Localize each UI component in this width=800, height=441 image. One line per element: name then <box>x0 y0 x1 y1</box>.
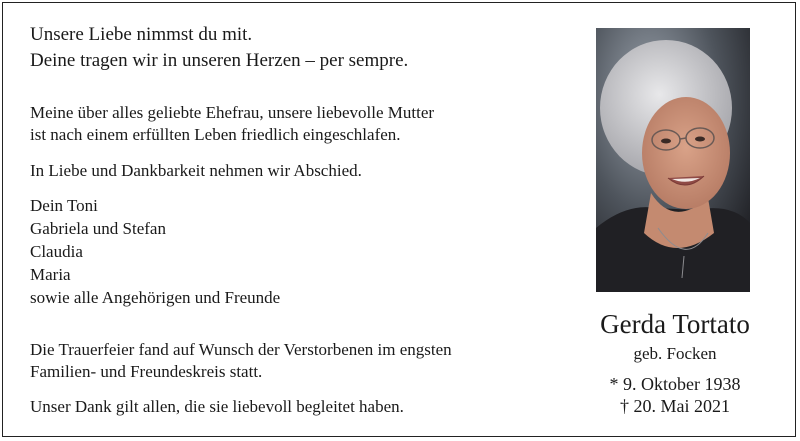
mourner-3: Claudia <box>30 242 83 261</box>
deceased-name: Gerda Tortato <box>600 309 750 339</box>
death-date: † 20. Mai 2021 <box>620 396 730 416</box>
intro-line-2: ist nach einem erfüllten Leben friedlich eingeschlafen. <box>30 125 401 144</box>
motto-line-2: Deine tragen wir in unseren Herzen – per sempre. <box>30 50 409 71</box>
intro-line-1: Meine über alles geliebte Ehefrau, unsere liebevolle Mutter <box>30 103 435 122</box>
mourner-2: Gabriela und Stefan <box>30 219 166 238</box>
birth-date: * 9. Oktober 1938 <box>609 374 741 394</box>
farewell-line: In Liebe und Dankbarkeit nehmen wir Abschied. <box>30 161 362 180</box>
portrait-photo <box>596 28 750 292</box>
thanks-line: Unser Dank gilt allen, die sie liebevoll begleitet haben. <box>30 397 404 416</box>
motto-line-1: Unsere Liebe nimmst du mit. <box>30 24 253 45</box>
mourner-4: Maria <box>30 265 71 284</box>
birth-name: geb. Focken <box>633 344 717 363</box>
ceremony-line-1: Die Trauerfeier fand auf Wunsch der Verstorbenen im engsten <box>30 340 452 359</box>
mourner-5: sowie alle Angehörigen und Freunde <box>30 288 281 307</box>
ceremony-line-2: Familien- und Freundeskreis statt. <box>30 362 263 381</box>
mourner-1: Dein Toni <box>30 196 98 215</box>
